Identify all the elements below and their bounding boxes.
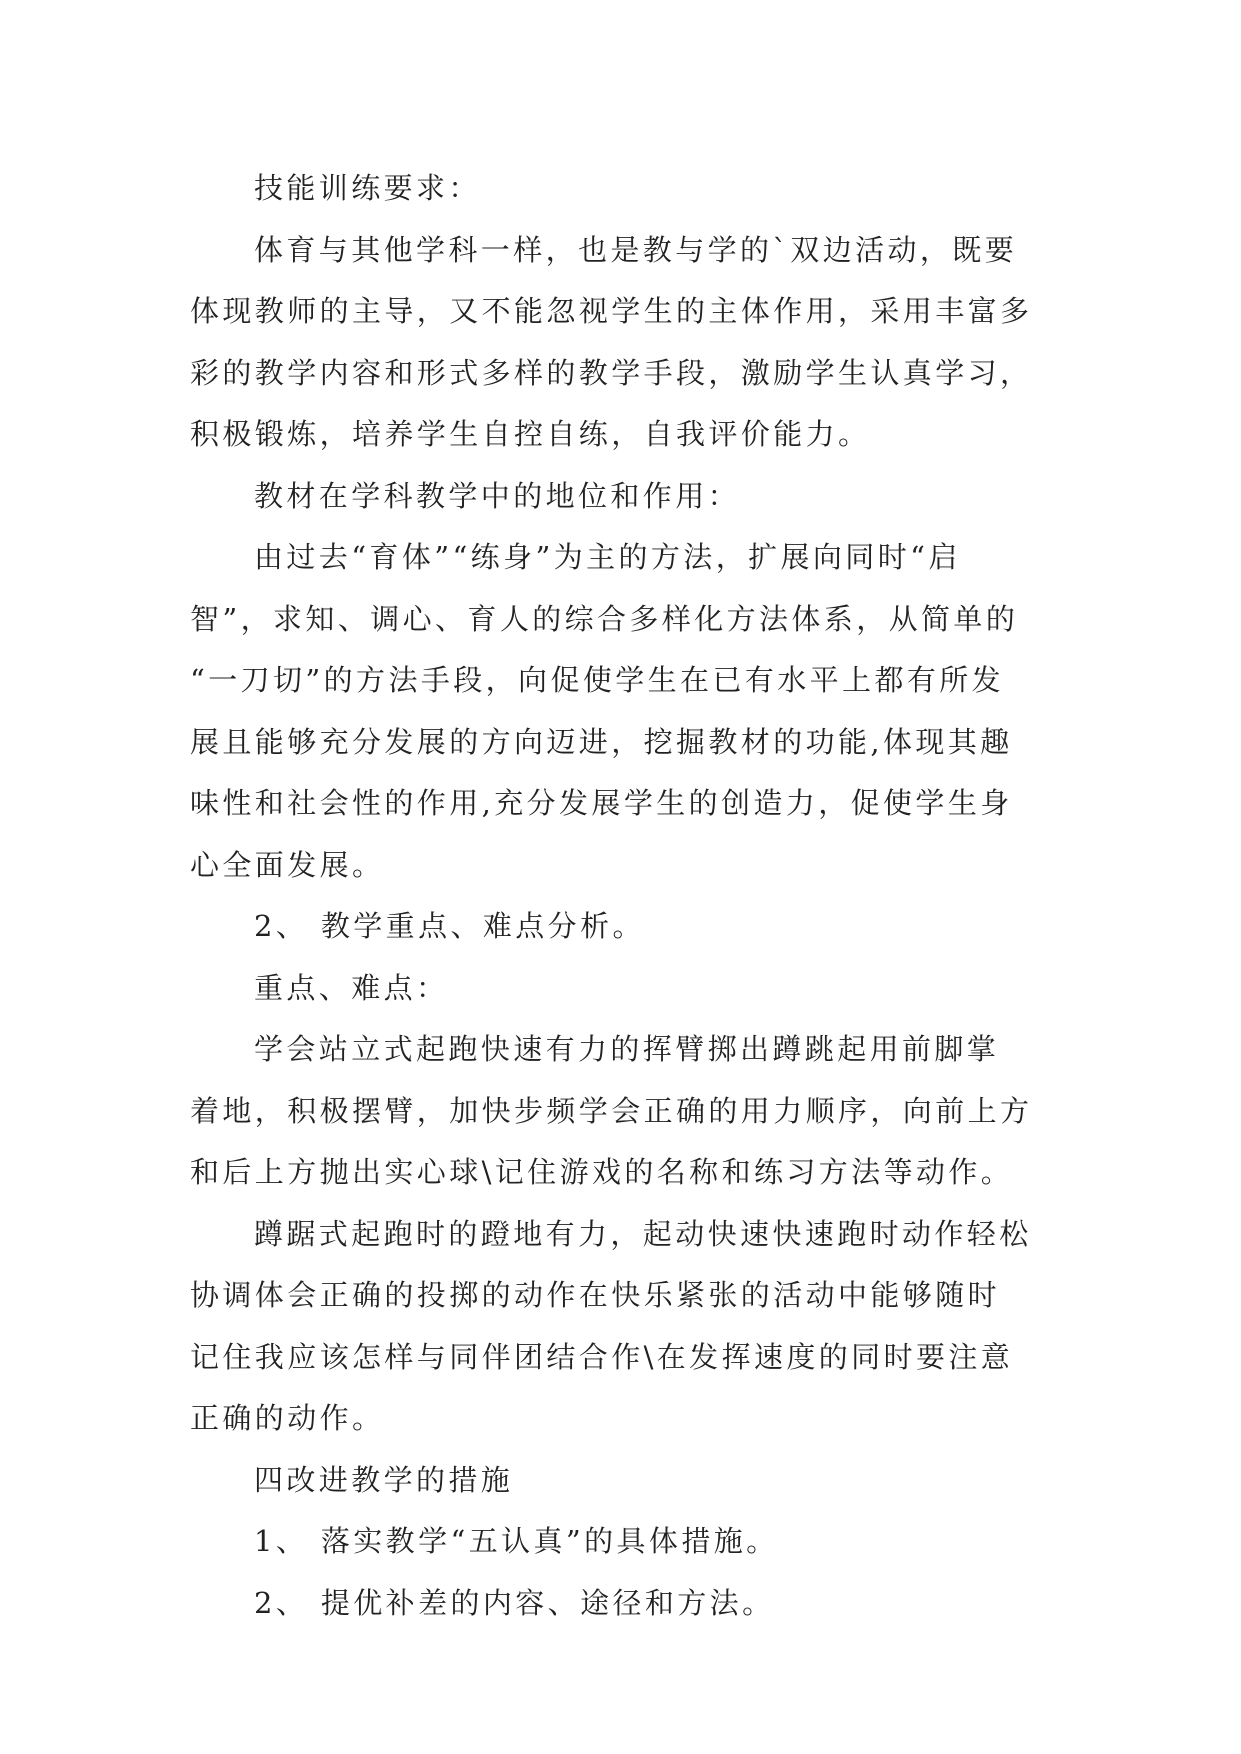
paragraph-improvement-heading bbox=[190, 1450, 1070, 1512]
text-line: 味性和社会性的作用,充分发展学生的创造力，促使学生身 bbox=[190, 786, 1013, 820]
text-line: 体育与其他学科一样，也是教与学的`双边活动，既要 bbox=[254, 232, 1018, 267]
document-body bbox=[190, 158, 1070, 1634]
text-line: 心全面发展。 bbox=[190, 847, 385, 882]
text-line: 展且能够充分发展的方向迈进，挖掘教材的功能,体现其趣 bbox=[190, 724, 1013, 759]
text-line: 协调体会正确的投掷的动作在快乐紧张的活动中能够随时 bbox=[190, 1278, 1001, 1312]
text-line: 1、 落实教学“五认真”的具体措施。 bbox=[254, 1524, 779, 1558]
paragraph-textbook-role-body bbox=[190, 527, 1070, 896]
text-line: 智”，求知、调心、育人的综合多样化方法体系，从简单的 bbox=[190, 601, 1019, 636]
paragraph-key-difficult-label bbox=[190, 958, 1070, 1020]
paragraph-key-points-body-2 bbox=[190, 1204, 1070, 1450]
text-line: 重点、难点： bbox=[254, 970, 449, 1005]
text-line: 着地，积极摆臂，加快步频学会正确的用力顺序，向前上方 bbox=[190, 1093, 1033, 1128]
text-line: “一刀切”的方法手段，向促使学生在已有水平上都有所发 bbox=[190, 663, 1005, 697]
paragraph-skill-requirements-heading bbox=[190, 158, 1070, 220]
paragraph-improvement-item-1 bbox=[190, 1511, 1070, 1573]
paragraph-textbook-role-heading bbox=[190, 466, 1070, 528]
text-line: 2、 提优补差的内容、途径和方法。 bbox=[254, 1585, 775, 1620]
text-line: 教材在学科教学中的地位和作用： bbox=[254, 478, 741, 513]
paragraph-key-points-body-1 bbox=[190, 1019, 1070, 1204]
text-line: 和后上方抛出实心球\记住游戏的名称和练习方法等动作。 bbox=[190, 1155, 1014, 1189]
text-line: 正确的动作。 bbox=[190, 1401, 385, 1435]
paragraph-skill-requirements-body bbox=[190, 220, 1070, 466]
text-line: 2、 教学重点、难点分析。 bbox=[254, 909, 645, 943]
paragraph-improvement-item-2 bbox=[190, 1573, 1070, 1635]
text-line: 四改进教学的措施 bbox=[254, 1462, 514, 1497]
text-line: 技能训练要求： bbox=[254, 171, 481, 205]
paragraph-key-points-heading bbox=[190, 896, 1070, 958]
text-line: 蹲踞式起跑时的蹬地有力，起动快速快速跑时动作轻松 bbox=[254, 1216, 1032, 1251]
text-line: 彩的教学内容和形式多样的教学手段，激励学生认真学习， bbox=[190, 355, 1033, 390]
text-line: 学会站立式起跑快速有力的挥臂掷出蹲跳起用前脚掌 bbox=[254, 1032, 1000, 1066]
text-line: 由过去“育体”“练身”为主的方法，扩展向同时“启 bbox=[254, 540, 961, 574]
text-line: 积极锻炼，培养学生自控自练，自我评价能力。 bbox=[190, 417, 871, 451]
text-line: 体现教师的主导，又不能忽视学生的主体作用，采用丰富多 bbox=[190, 294, 1033, 328]
text-line: 记住我应该怎样与同伴团结合作\在发挥速度的同时要注意 bbox=[190, 1339, 1014, 1374]
